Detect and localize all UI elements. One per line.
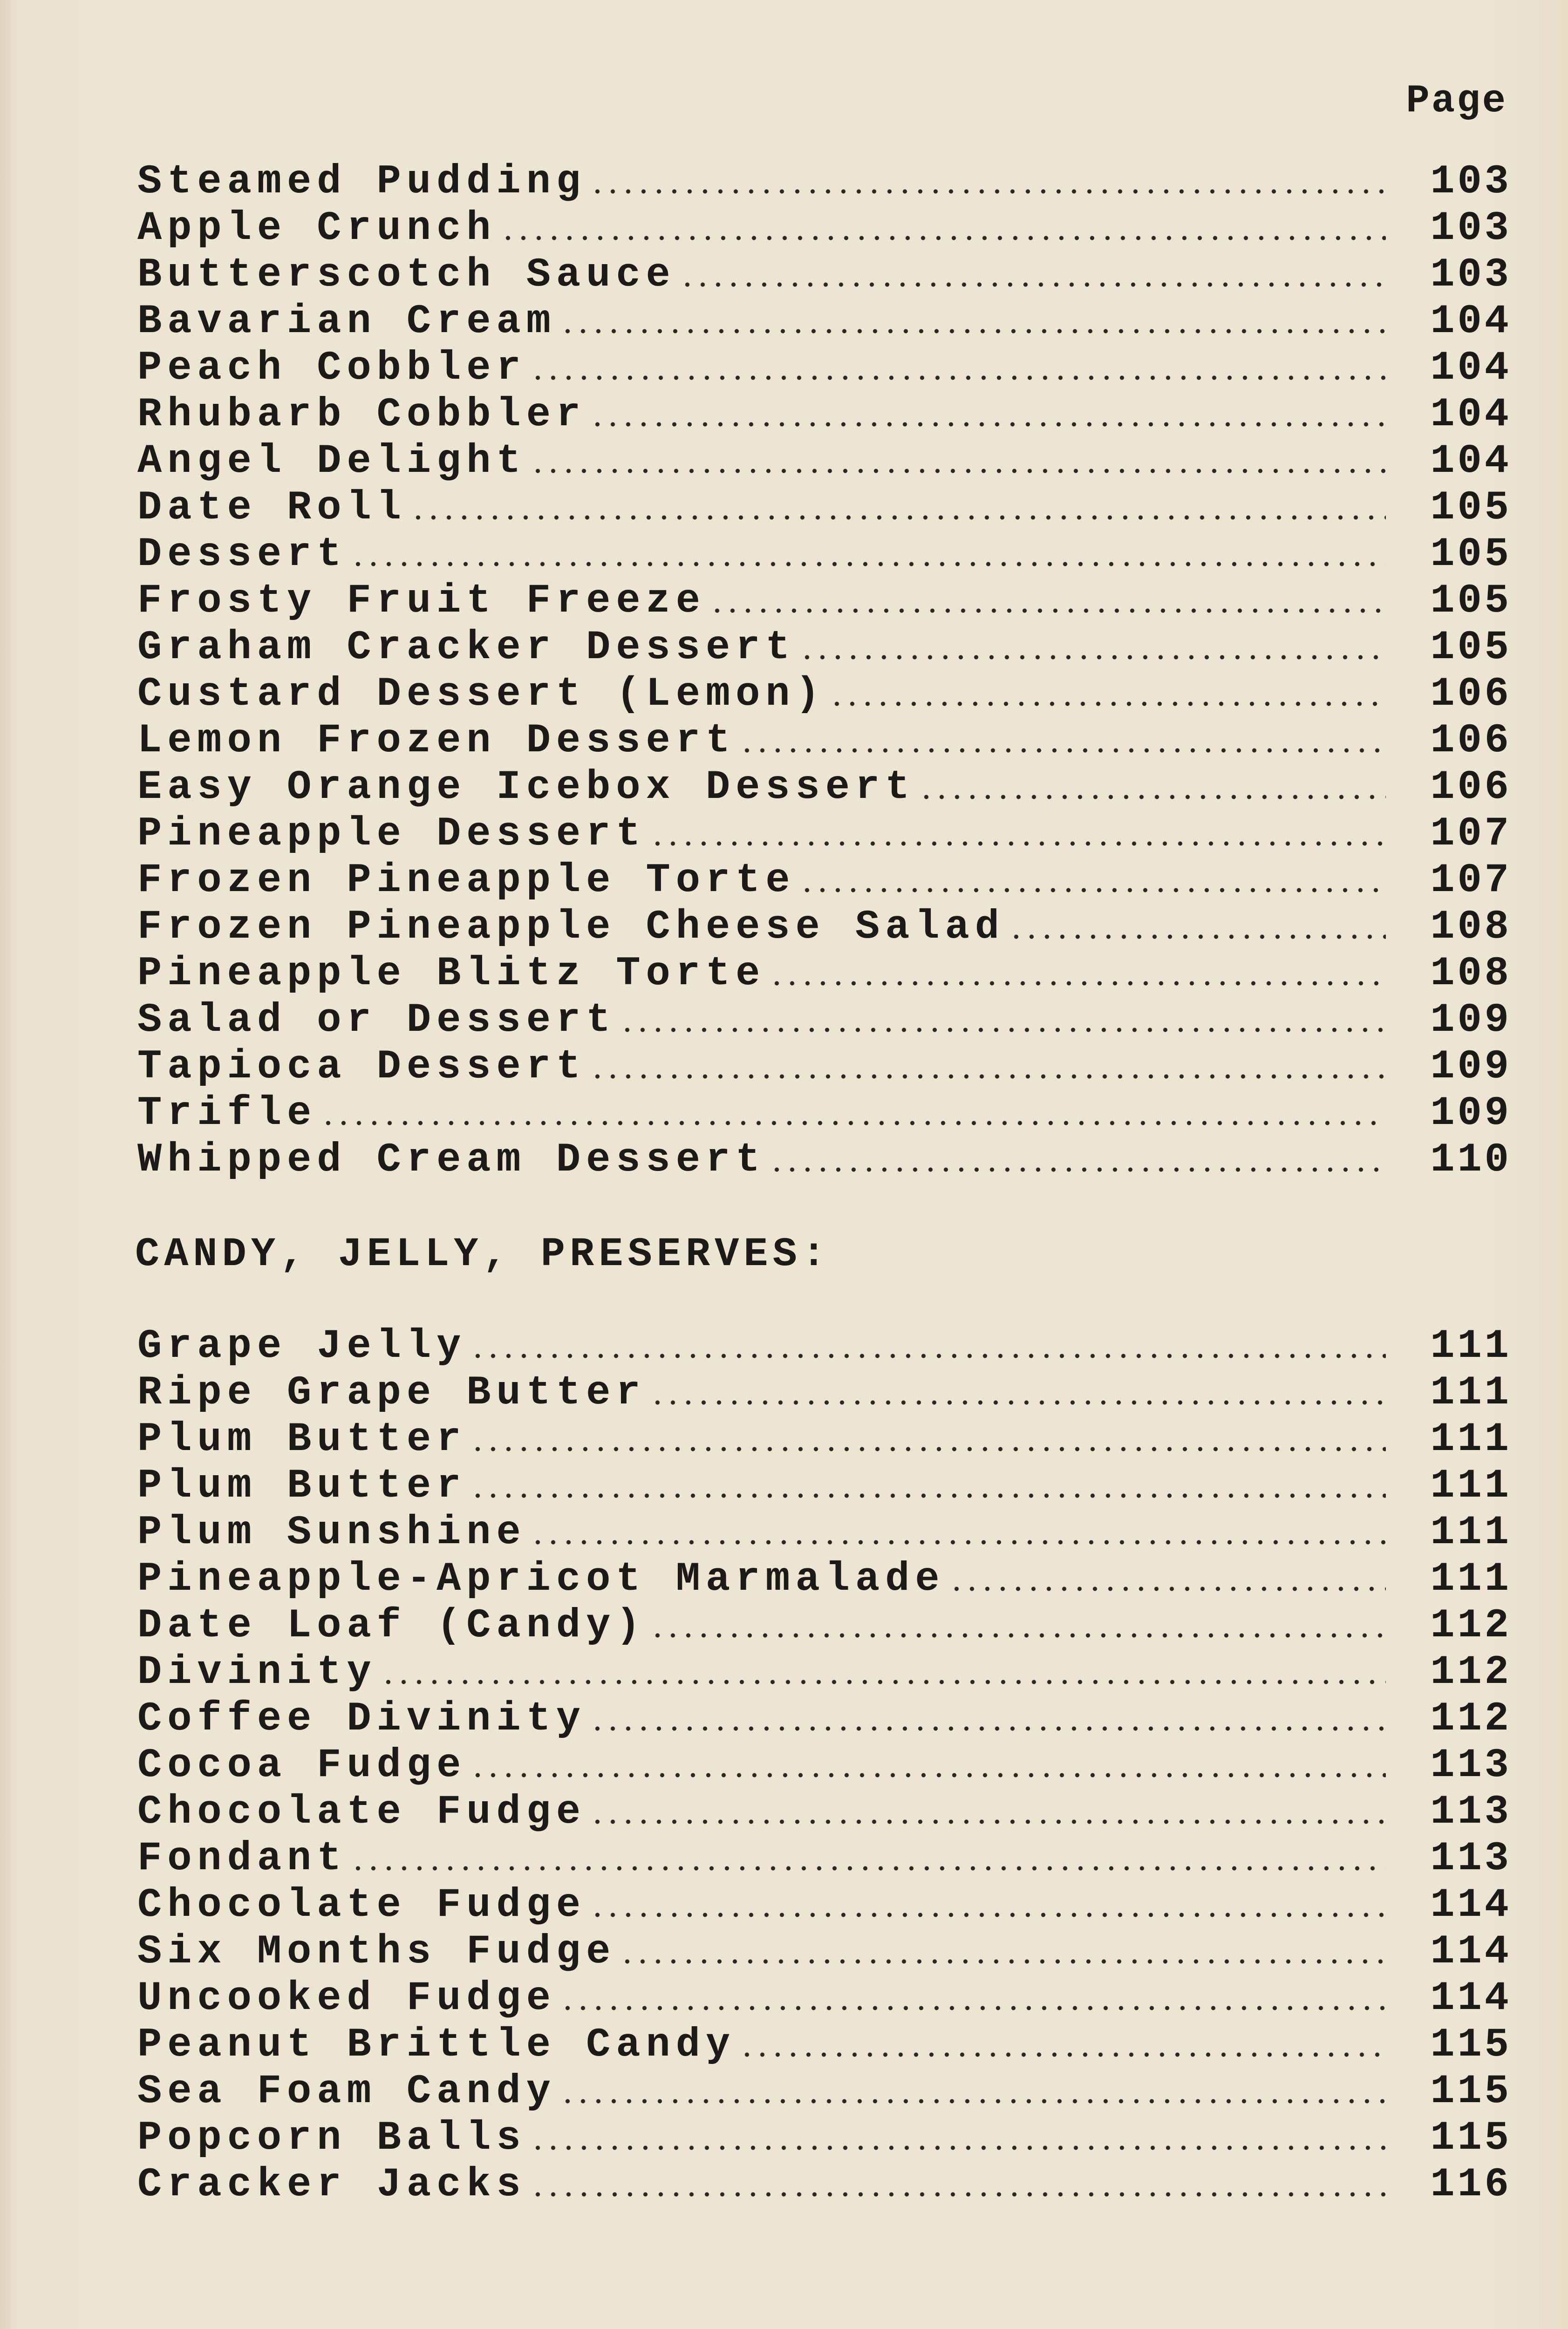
- toc-entry: [137, 1928, 1512, 1975]
- toc-entry: [137, 391, 1512, 438]
- dot-leader: [470, 1493, 1386, 1498]
- entry-title: Whipped Cream Dessert: [137, 1137, 766, 1183]
- dot-leader: [590, 189, 1386, 194]
- dot-leader: [650, 841, 1386, 846]
- entry-page-number: 107: [1430, 858, 1512, 904]
- entry-page-number: 114: [1430, 1976, 1512, 2022]
- dot-leader: [381, 1680, 1386, 1684]
- entry-title: Frosty Fruit Freeze: [137, 579, 706, 624]
- dot-leader: [739, 748, 1386, 753]
- toc-entry: [137, 717, 1512, 764]
- toc-entry: [137, 252, 1512, 298]
- dot-leader: [709, 608, 1386, 613]
- entry-title: Plum Butter: [137, 1417, 467, 1463]
- entry-page-number: 111: [1430, 1464, 1512, 1509]
- entry-title: Six Months Fudge: [137, 1929, 616, 1975]
- toc-entry: [137, 810, 1512, 857]
- entry-page-number: 111: [1430, 1510, 1512, 1556]
- toc-entry: [137, 1789, 1512, 1835]
- toc-entry: [137, 1649, 1512, 1696]
- entry-page-number: 109: [1430, 1091, 1512, 1137]
- entry-page-number: 104: [1430, 392, 1512, 438]
- entry-title: Chocolate Fudge: [137, 1883, 586, 1928]
- toc-entry: [137, 1556, 1512, 1602]
- dot-leader: [500, 236, 1386, 240]
- entry-title: Salad or Dessert: [137, 998, 616, 1043]
- toc-entry: [137, 1416, 1512, 1463]
- dot-leader: [769, 1167, 1386, 1172]
- entry-title: Sea Foam Candy: [137, 2069, 556, 2115]
- entry-page-number: 113: [1430, 1790, 1512, 1835]
- entry-page-number: 105: [1430, 579, 1512, 624]
- entry-page-number: 104: [1430, 439, 1512, 484]
- entry-title: Date Roll: [137, 485, 407, 531]
- dot-leader: [560, 2006, 1386, 2010]
- entry-title: Coffee Divinity: [137, 1696, 586, 1742]
- dot-leader: [350, 1866, 1386, 1871]
- entry-title: Peach Cobbler: [137, 346, 526, 391]
- entry-page-number: 111: [1430, 1417, 1512, 1463]
- entry-page-number: 105: [1430, 532, 1512, 578]
- entry-page-number: 111: [1430, 1324, 1512, 1369]
- toc-entry: [137, 624, 1512, 671]
- dot-leader: [590, 422, 1386, 427]
- entry-page-number: 112: [1430, 1696, 1512, 1742]
- dot-leader: [650, 1633, 1386, 1638]
- entry-page-number: 116: [1430, 2162, 1512, 2208]
- toc-entry: [137, 1882, 1512, 1928]
- toc-entry: [137, 1975, 1512, 2022]
- entry-page-number: 112: [1430, 1650, 1512, 1696]
- entry-page-number: 114: [1430, 1929, 1512, 1975]
- toc-entry: [137, 1602, 1512, 1649]
- dot-leader: [530, 375, 1386, 380]
- entry-title: Graham Cracker Dessert: [137, 625, 796, 671]
- page-column-header: Page: [1406, 79, 1507, 123]
- dot-leader: [739, 2052, 1386, 2057]
- entry-page-number: 115: [1430, 2023, 1512, 2068]
- dot-leader: [650, 1400, 1386, 1405]
- dot-leader: [590, 1913, 1386, 1917]
- entry-page-number: 108: [1430, 905, 1512, 950]
- entry-title: Dessert: [137, 532, 347, 578]
- toc-entry: [137, 158, 1512, 205]
- toc-entry: [137, 205, 1512, 252]
- dot-leader: [769, 981, 1386, 986]
- dot-leader: [470, 1354, 1386, 1358]
- entry-title: Lemon Frozen Dessert: [137, 718, 736, 764]
- toc-entry: [137, 438, 1512, 484]
- dot-leader: [470, 1447, 1386, 1451]
- entry-title: Apple Crunch: [137, 206, 497, 252]
- entry-page-number: 113: [1430, 1836, 1512, 1882]
- toc-entry: [137, 764, 1512, 810]
- toc-entry: [137, 345, 1512, 391]
- entry-title: Fondant: [137, 1836, 347, 1882]
- toc-entry: [137, 1835, 1512, 1882]
- dot-leader: [530, 2145, 1386, 2150]
- entry-title: Divinity: [137, 1650, 377, 1696]
- entry-title: Easy Orange Icebox Dessert: [137, 765, 915, 810]
- toc-entry: [137, 1137, 1512, 1183]
- entry-page-number: 115: [1430, 2069, 1512, 2115]
- entry-page-number: 114: [1430, 1883, 1512, 1928]
- entry-page-number: 103: [1430, 206, 1512, 252]
- toc-entry: [137, 1696, 1512, 1742]
- entry-title: Bavarian Cream: [137, 299, 556, 345]
- entry-title: Frozen Pineapple Torte: [137, 858, 796, 904]
- entry-title: Pineapple Dessert: [137, 811, 646, 857]
- toc-entry: [137, 857, 1512, 904]
- toc-entry: [137, 1090, 1512, 1137]
- dot-leader: [680, 282, 1386, 287]
- entry-title: Popcorn Balls: [137, 2116, 526, 2161]
- dot-leader: [590, 1074, 1386, 1079]
- entry-page-number: 112: [1430, 1603, 1512, 1649]
- entry-title: Angel Delight: [137, 439, 526, 484]
- toc-entry: [137, 2115, 1512, 2161]
- entry-title: Frozen Pineapple Cheese Salad: [137, 905, 1005, 950]
- entry-page-number: 106: [1430, 672, 1512, 717]
- toc-entry: [137, 1323, 1512, 1369]
- dot-leader: [530, 1540, 1386, 1545]
- entry-page-number: 106: [1430, 718, 1512, 764]
- entry-page-number: 105: [1430, 625, 1512, 671]
- entry-page-number: 110: [1430, 1137, 1512, 1183]
- entry-page-number: 108: [1430, 951, 1512, 997]
- dot-leader: [560, 329, 1386, 334]
- entry-title: Plum Sunshine: [137, 1510, 526, 1556]
- dot-leader: [829, 701, 1386, 706]
- toc-entry: [137, 1043, 1512, 1090]
- entry-page-number: 111: [1430, 1557, 1512, 1602]
- entry-title: Peanut Brittle Candy: [137, 2023, 736, 2068]
- toc-entry: [137, 1742, 1512, 1789]
- dot-leader: [799, 655, 1386, 660]
- entry-title: Butterscotch Sauce: [137, 252, 676, 298]
- dot-leader: [470, 1773, 1386, 1777]
- dot-leader: [530, 2192, 1386, 2197]
- dot-leader: [919, 795, 1386, 799]
- entry-title: Rhubarb Cobbler: [137, 392, 586, 438]
- dot-leader: [1009, 934, 1386, 939]
- dot-leader: [590, 1726, 1386, 1731]
- entry-page-number: 113: [1430, 1743, 1512, 1789]
- toc-entry: [137, 904, 1512, 950]
- toc-entry: [137, 578, 1512, 624]
- entry-title: Cracker Jacks: [137, 2162, 526, 2208]
- entry-title: Chocolate Fudge: [137, 1790, 586, 1835]
- toc-entry: [137, 484, 1512, 531]
- entry-title: Date Loaf (Candy): [137, 1603, 646, 1649]
- dot-leader: [590, 1819, 1386, 1824]
- entry-title: Tapioca Dessert: [137, 1044, 586, 1090]
- entry-title: Ripe Grape Butter: [137, 1370, 646, 1416]
- entry-title: Plum Butter: [137, 1464, 467, 1509]
- toc-entry: [137, 298, 1512, 345]
- entry-page-number: 103: [1430, 159, 1512, 205]
- toc-entry: [137, 671, 1512, 717]
- entry-title: Grape Jelly: [137, 1324, 467, 1369]
- entry-title: Cocoa Fudge: [137, 1743, 467, 1789]
- toc-entry: [137, 950, 1512, 997]
- dot-leader: [530, 469, 1386, 473]
- section-heading: CANDY, JELLY, PRESERVES:: [135, 1232, 831, 1278]
- toc-entry: [137, 1463, 1512, 1509]
- entry-title: Pineapple Blitz Torte: [137, 951, 766, 997]
- toc-entry: [137, 2161, 1512, 2208]
- entry-title: Pineapple-Apricot Marmalade: [137, 1557, 945, 1602]
- entry-page-number: 104: [1430, 346, 1512, 391]
- toc-entry: [137, 1509, 1512, 1556]
- dot-leader: [560, 2099, 1386, 2104]
- entry-page-number: 109: [1430, 998, 1512, 1043]
- entry-page-number: 115: [1430, 2116, 1512, 2161]
- entry-page-number: 106: [1430, 765, 1512, 810]
- dot-leader: [320, 1121, 1386, 1125]
- entry-title: Custard Dessert (Lemon): [137, 672, 825, 717]
- toc-entry: [137, 2022, 1512, 2068]
- entry-page-number: 104: [1430, 299, 1512, 345]
- entry-title: Steamed Pudding: [137, 159, 586, 205]
- toc-entry: [137, 2068, 1512, 2115]
- dot-leader: [949, 1587, 1386, 1591]
- dot-leader: [799, 888, 1386, 892]
- entry-page-number: 103: [1430, 252, 1512, 298]
- toc-entry: [137, 997, 1512, 1043]
- entry-page-number: 109: [1430, 1044, 1512, 1090]
- dot-leader: [620, 1028, 1386, 1032]
- dot-leader: [620, 1959, 1386, 1964]
- entry-title: Uncooked Fudge: [137, 1976, 556, 2022]
- toc-entry: [137, 531, 1512, 578]
- dot-leader: [350, 562, 1386, 566]
- entry-page-number: 107: [1430, 811, 1512, 857]
- entry-page-number: 111: [1430, 1370, 1512, 1416]
- entry-title: Trifle: [137, 1091, 317, 1137]
- entry-page-number: 105: [1430, 485, 1512, 531]
- toc-entry: [137, 1369, 1512, 1416]
- dot-leader: [410, 515, 1386, 520]
